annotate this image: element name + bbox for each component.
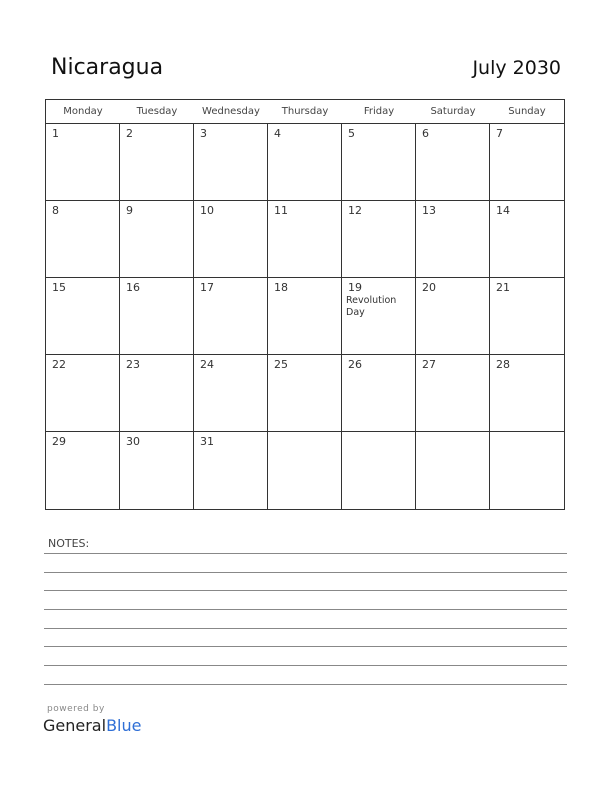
- day-cell: [194, 432, 268, 509]
- note-line: [44, 628, 567, 629]
- day-cell: [194, 201, 268, 278]
- generalblue-logo: [43, 716, 141, 735]
- day-cell: [46, 432, 120, 509]
- day-cell: [194, 278, 268, 355]
- day-number: 21: [496, 281, 510, 294]
- day-cell: [416, 432, 490, 509]
- day-number: 3: [200, 127, 207, 140]
- day-number: 30: [126, 435, 140, 448]
- note-line: [44, 684, 567, 685]
- day-cell: [416, 201, 490, 278]
- weekday-header: Wednesday: [194, 100, 268, 124]
- day-number: 6: [422, 127, 429, 140]
- day-cell: [268, 278, 342, 355]
- day-cell: [416, 355, 490, 432]
- day-number: 27: [422, 358, 436, 371]
- day-cell: [416, 124, 490, 201]
- day-cell: [490, 201, 564, 278]
- day-cell: [342, 124, 416, 201]
- note-line: [44, 665, 567, 666]
- notes-label: NOTES:: [48, 537, 90, 550]
- day-number: 18: [274, 281, 288, 294]
- day-number: 4: [274, 127, 281, 140]
- note-line: [44, 646, 567, 647]
- day-number: 24: [200, 358, 214, 371]
- brand-general: General: [43, 716, 107, 735]
- day-number: 7: [496, 127, 503, 140]
- day-number: 11: [274, 204, 288, 217]
- weekday-header: Thursday: [268, 100, 342, 124]
- day-number: 16: [126, 281, 140, 294]
- day-cell: [194, 124, 268, 201]
- day-cell: [268, 124, 342, 201]
- day-cell: [268, 201, 342, 278]
- day-number: 1: [52, 127, 59, 140]
- note-line: [44, 553, 567, 554]
- day-number: 8: [52, 204, 59, 217]
- day-cell: [194, 355, 268, 432]
- day-number: 20: [422, 281, 436, 294]
- weekday-header: Saturday: [416, 100, 490, 124]
- day-number: 12: [348, 204, 362, 217]
- day-cell: [46, 201, 120, 278]
- brand-blue: Blue: [106, 716, 142, 735]
- day-cell: [342, 355, 416, 432]
- day-cell: [416, 278, 490, 355]
- month-title: July 2030: [472, 57, 561, 79]
- day-number: 19: [348, 281, 362, 294]
- day-number: 13: [422, 204, 436, 217]
- day-number: 28: [496, 358, 510, 371]
- day-cell: [490, 355, 564, 432]
- day-number: 15: [52, 281, 66, 294]
- day-number: 9: [126, 204, 133, 217]
- day-cell: [342, 278, 416, 355]
- day-number: 14: [496, 204, 510, 217]
- day-number: 31: [200, 435, 214, 448]
- weekday-header: Monday: [46, 100, 120, 124]
- day-cell: [46, 355, 120, 432]
- day-cell: [490, 124, 564, 201]
- holiday-label: Revolution Day: [346, 295, 397, 318]
- weekday-header: Sunday: [490, 100, 564, 124]
- day-cell: [46, 278, 120, 355]
- day-cell: [268, 355, 342, 432]
- day-cell: [490, 432, 564, 509]
- day-number: 22: [52, 358, 66, 371]
- weekday-header: Friday: [342, 100, 416, 124]
- day-number: 26: [348, 358, 362, 371]
- day-cell: [490, 278, 564, 355]
- day-number: 25: [274, 358, 288, 371]
- weekday-header: Tuesday: [120, 100, 194, 124]
- day-number: 23: [126, 358, 140, 371]
- note-line: [44, 609, 567, 610]
- day-number: 10: [200, 204, 214, 217]
- day-cell: [120, 355, 194, 432]
- day-cell: [342, 201, 416, 278]
- day-cell: [120, 432, 194, 509]
- day-number: 2: [126, 127, 133, 140]
- day-cell: [46, 124, 120, 201]
- day-number: 5: [348, 127, 355, 140]
- day-cell: [120, 278, 194, 355]
- day-number: 29: [52, 435, 66, 448]
- day-cell: [268, 432, 342, 509]
- day-number: 17: [200, 281, 214, 294]
- day-cell: [120, 201, 194, 278]
- note-line: [44, 590, 567, 591]
- day-cell: [342, 432, 416, 509]
- calendar-grid: [45, 99, 565, 510]
- day-cell: [120, 124, 194, 201]
- note-line: [44, 572, 567, 573]
- country-title: Nicaragua: [51, 55, 164, 80]
- powered-by-text: powered by: [47, 704, 105, 714]
